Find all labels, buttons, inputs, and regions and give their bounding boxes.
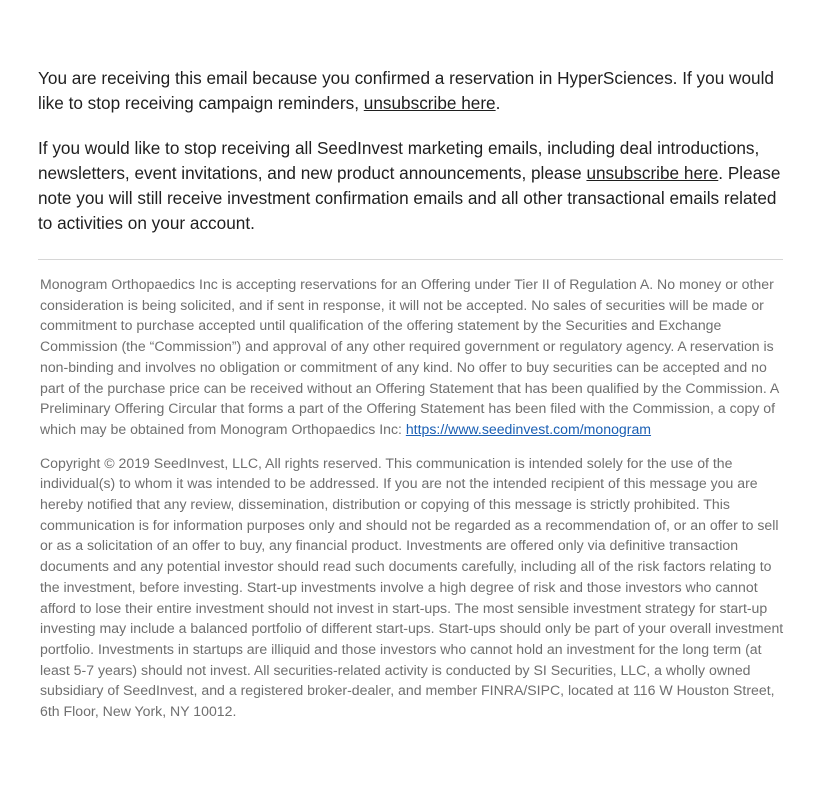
offering-disclaimer xyxy=(40,274,785,440)
campaign-text: You are receiving this email because you confirmed a reservation in HyperSciences. If you would like to stop receiving campaign reminders, xyxy=(38,68,774,113)
offering-link[interactable]: https://www.seedinvest.com/monogram xyxy=(405,420,652,437)
legal-section xyxy=(40,274,785,722)
campaign-text-end: . xyxy=(495,93,501,113)
marketing-unsubscribe-link[interactable]: unsubscribe here xyxy=(586,163,719,183)
marketing-text: If you would like to stop receiving all SeedInvest marketing emails, including deal introductions, newsletters, event invitations, and new product announcements, please xyxy=(38,138,760,183)
unsubscribe-section xyxy=(38,66,788,236)
section-divider xyxy=(38,259,783,260)
campaign-unsubscribe-link[interactable]: unsubscribe here xyxy=(363,93,496,113)
offering-text: Monogram Orthopaedics Inc is accepting reservations for an Offering under Tier II of Regulation A. No money or other consideration is being solicited, and if sent in response, it will not be accepted. No sales of securities will be made or commitment to purchase accepted until qualification of the offering statement by the Securities and Exchange Commission (the “Commission”) and approval of any other required government or regulatory agency. A reservation is non-binding and involves no obligation or commitment of any kind. No offer to buy securities can be accepted and no part of the purchase price can be received without an Offering Statement that has been qualified by the Commission. A Preliminary Offering Circular that forms a part of the Offering Statement has been filed with the Commission, a copy of which may be obtained from Monogram Orthopaedics Inc: xyxy=(40,276,779,437)
marketing-text-end: . Please note you will still receive investment confirmation emails and all other transactional emails related to activities on your account. xyxy=(38,163,781,233)
campaign-unsubscribe-paragraph xyxy=(38,66,788,116)
copyright-disclaimer: Copyright © 2019 SeedInvest, LLC, All rights reserved. This communication is intended solely for the use of the individual(s) to whom it was intended to be addressed. If you are not the intended recipient of this message you are hereby notified that any review, dissemination, distribution or copying of this message is strictly prohibited. This communication is for information purposes only and should not be regarded as a recommendation of, or an offer to sell or as a solicitation of an offer to buy, any financial product. Investments are offered only via definitive transaction documents and any potential investor should read such documents carefully, including all of the risk factors relating to the investment, before investing. Start-up investments involve a high degree of risk and those investors who cannot afford to lose their entire investment should not invest in start-ups. The most sensible investment strategy for start-up investing may include a balanced portfolio of different start-ups. Start-ups should only be part of your overall investment portfolio. Investments in startups are illiquid and those investors who cannot hold an investment for the long term (at least 5-7 years) should not invest. All securities-related activity is conducted by SI Securities, LLC, a wholly owned subsidiary of SeedInvest, and a registered broker-dealer, and member FINRA/SIPC, located at 116 W Houston Street, 6th Floor, New York, NY 10012. xyxy=(40,454,784,720)
marketing-unsubscribe-paragraph xyxy=(38,136,788,236)
